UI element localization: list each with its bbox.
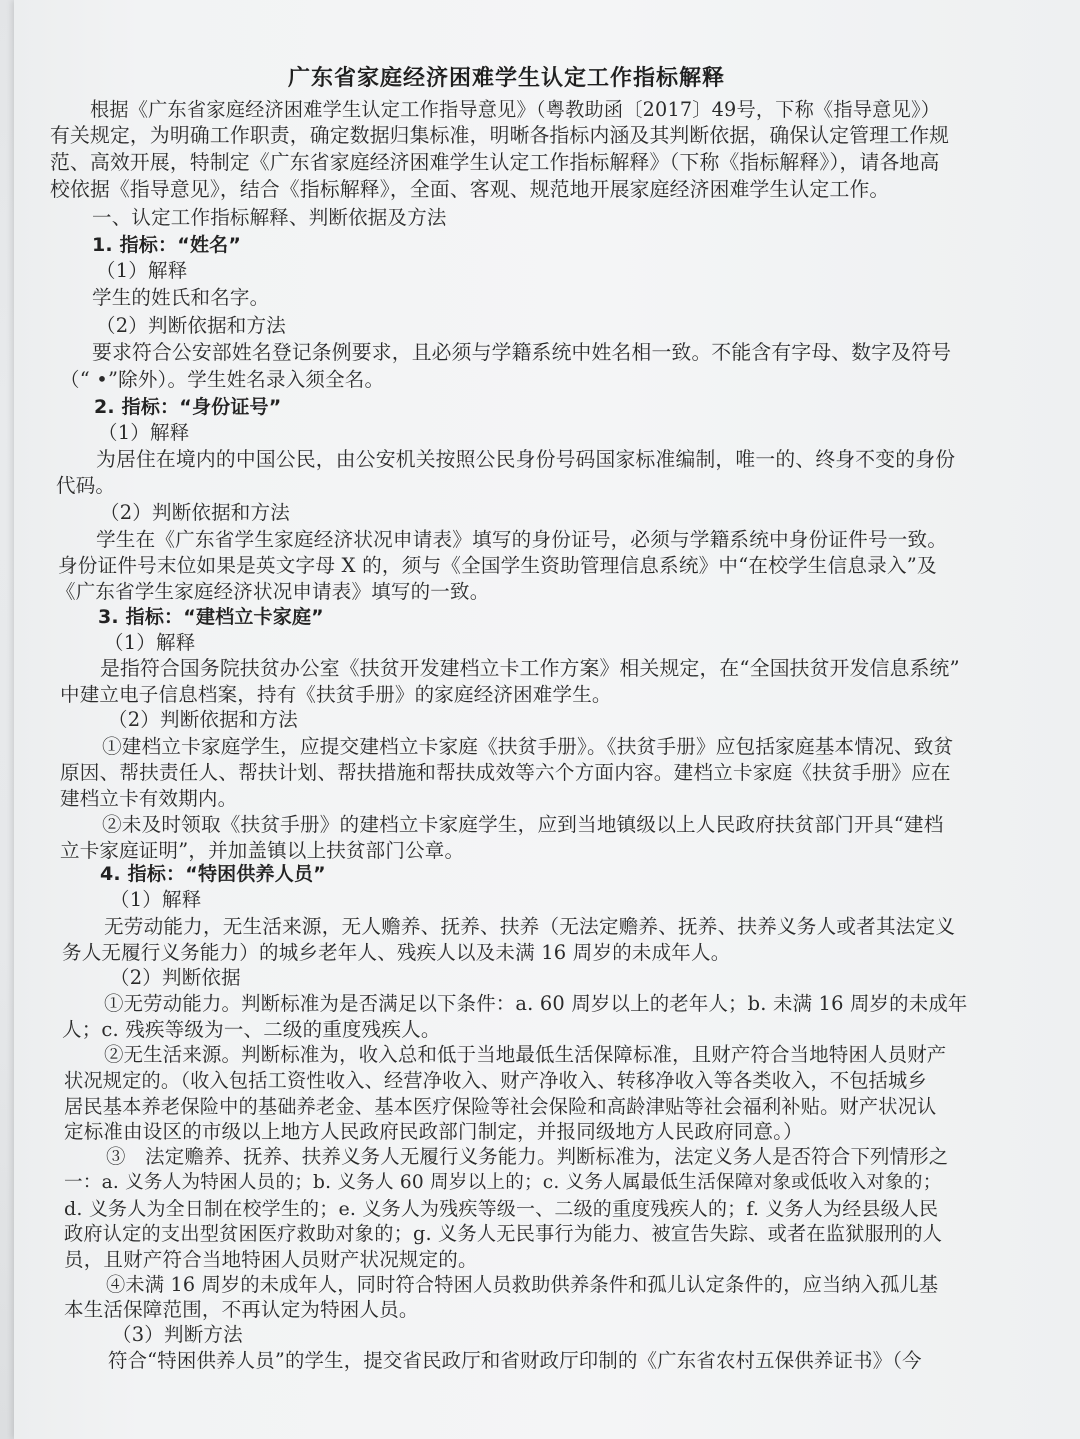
item1-sub2-text-2: （“ •”除外）。学生姓名录入须全名。 <box>60 368 385 391</box>
item4-sub2-text-10: 政府认定的支出型贫困医疗救助对象的；g. 义务人无民事行为能力、被宣告失踪、或者在监狱服刑的人 <box>64 1222 943 1245</box>
item4-sub2-text-8: 一：a. 义务人为特困人员的；b. 义务人 60 周岁以上的；c. 义务人属最低生活保障对象或低收入对象的； <box>64 1172 942 1193</box>
intro-line-2: 有关规定，为明确工作职责，确定数据归集标准，明晰各指标内涵及其判断依据，确保认定管理工作规 <box>50 124 950 147</box>
item4-sub2-text-9: d. 义务人为全日制在校学生的；e. 义务人为残疾等级一、二级的重度残疾人的；f. 义务人为经县级人民 <box>64 1198 939 1220</box>
item2-sub2: （2）判断依据和方法 <box>100 501 290 524</box>
item2-sub2-text-3: 《广东省学生家庭经济状况申请表》填写的一致。 <box>56 580 490 603</box>
item3-sub2-text-3: 建档立卡有效期内。 <box>60 787 238 810</box>
item2-sub2-text-1: 学生在《广东省学生家庭经济状况申请表》填写的身份证号，必须与学籍系统中身份证件号一致。 <box>96 528 948 551</box>
intro-line-3: 范、高效开展，特制定《广东省家庭经济困难学生认定工作指标解释》（下称《指标解释》），请各地高 <box>50 151 940 174</box>
item4-sub2-text-3: ②无生活来源。判断标准为，收入总和低于当地最低生活保障标准，且财产符合当地特困人员财产 <box>104 1043 947 1066</box>
document-title: 广东省家庭经济困难学生认定工作指标解释 <box>288 66 726 91</box>
item2-heading: 2. 指标：“身份证号” <box>94 396 282 418</box>
item2-sub1-text-1: 为居住在境内的中国公民，由公安机关按照公民身份号码国家标准编制，唯一的、终身不变的身份 <box>96 448 956 471</box>
item3-sub1-text-2: 中建立电子信息档案，持有《扶贫手册》的家庭经济困难学生。 <box>60 683 612 706</box>
item3-sub2: （2）判断依据和方法 <box>108 708 298 731</box>
item2-sub2-text-2: 身份证件号末位如果是英文字母 X 的，须与《全国学生资助管理信息系统》中“在校学生信息录入”及 <box>58 554 937 577</box>
item4-sub1-text-2: 务人无履行义务能力）的城乡老年人、残疾人以及未满 16 周岁的未成年人。 <box>62 941 731 964</box>
item4-sub2-text-7: ③ 法定赡养、抚养、扶养义务人无履行义务能力。判断标准为，法定义务人是否符合下列情形之 <box>106 1145 949 1168</box>
item3-heading: 3. 指标：“建档立卡家庭” <box>98 606 324 628</box>
item4-sub1-text-1: 无劳动能力，无生活来源，无人赡养、抚养、扶养（无法定赡养、抚养、扶养义务人或者其法定义 <box>104 915 956 938</box>
item1-heading: 1. 指标：“姓名” <box>92 234 242 256</box>
item2-sub1: （1）解释 <box>98 421 190 444</box>
item3-sub2-text-2: 原因、帮扶责任人、帮扶计划、帮扶措施和帮扶成效等六个方面内容。建档立卡家庭《扶贫手册》应在 <box>60 761 951 784</box>
item4-sub3: （3）判断方法 <box>112 1323 243 1346</box>
item4-sub2-text-1: ①无劳动能力。判断标准为是否满足以下条件：a. 60 周岁以上的老年人；b. 未满 16 周岁的未成年 <box>104 992 968 1015</box>
item1-sub2-text-1: 要求符合公安部姓名登记条例要求，且必须与学籍系统中姓名相一致。不能含有字母、数字及符号 <box>92 341 952 364</box>
item1-sub1-text-1: 学生的姓氏和名字。 <box>92 286 270 309</box>
item3-sub2-text-4: ②未及时领取《扶贫手册》的建档立卡家庭学生，应到当地镇级以上人民政府扶贫部门开具“建档 <box>102 813 944 836</box>
item3-sub2-text-5: 立卡家庭证明”，并加盖镇以上扶贫部门公章。 <box>60 839 465 862</box>
item4-sub2: （2）判断依据 <box>110 966 241 989</box>
item4-sub2-text-13: 本生活保障范围，不再认定为特困人员。 <box>64 1298 419 1321</box>
item2-sub1-text-2: 代码。 <box>56 474 116 497</box>
intro-line-1: 根据《广东省家庭经济困难学生认定工作指导意见》（粤教助函〔2017〕49号，下称《指导意见》） <box>90 98 941 121</box>
item4-sub2-text-12: ④未满 16 周岁的未成年人，同时符合特困人员救助供养条件和孤儿认定条件的，应当纳入孤儿基 <box>106 1273 939 1296</box>
intro-line-4: 校依据《指导意见》，结合《指标解释》，全面、客观、规范地开展家庭经济困难学生认定工作。 <box>50 178 890 201</box>
item4-sub2-text-6: 定标准由设区的市级以上地方人民政府民政部门制定，并报同级地方人民政府同意。） <box>64 1120 803 1143</box>
section1-heading: 一、认定工作指标解释、判断依据及方法 <box>92 206 447 229</box>
item4-sub2-text-5: 居民基本养老保险中的基础养老金、基本医疗保险等社会保险和高龄津贴等社会福利补贴。财产状况认 <box>64 1095 937 1118</box>
item3-sub1: （1）解释 <box>104 631 196 654</box>
item4-sub2-text-4: 状况规定的。（收入包括工资性收入、经营净收入、财产净收入、转移净收入等各类收入，不包括城乡 <box>64 1069 927 1092</box>
item4-sub1: （1）解释 <box>110 888 202 911</box>
item3-sub1-text-1: 是指符合国务院扶贫办公室《扶贫开发建档立卡工作方案》相关规定，在“全国扶贫开发信息系统” <box>100 657 960 680</box>
item4-sub3-text-1: 符合“特困供养人员”的学生，提交省民政厅和省财政厅印制的《广东省农村五保供养证书》（今 <box>108 1349 922 1372</box>
item1-sub1: （1）解释 <box>96 259 188 282</box>
item4-sub2-text-2: 人；c. 残疾等级为一、二级的重度残疾人。 <box>62 1018 441 1041</box>
item3-sub2-text-1: ①建档立卡家庭学生，应提交建档立卡家庭《扶贫手册》。《扶贫手册》应包括家庭基本情况、致贫 <box>102 735 954 758</box>
item4-heading: 4. 指标：“特困供养人员” <box>100 863 326 885</box>
item1-sub2: （2）判断依据和方法 <box>96 314 286 337</box>
item4-sub2-text-11: 员，且财产符合当地特困人员财产状况规定的。 <box>64 1248 478 1271</box>
